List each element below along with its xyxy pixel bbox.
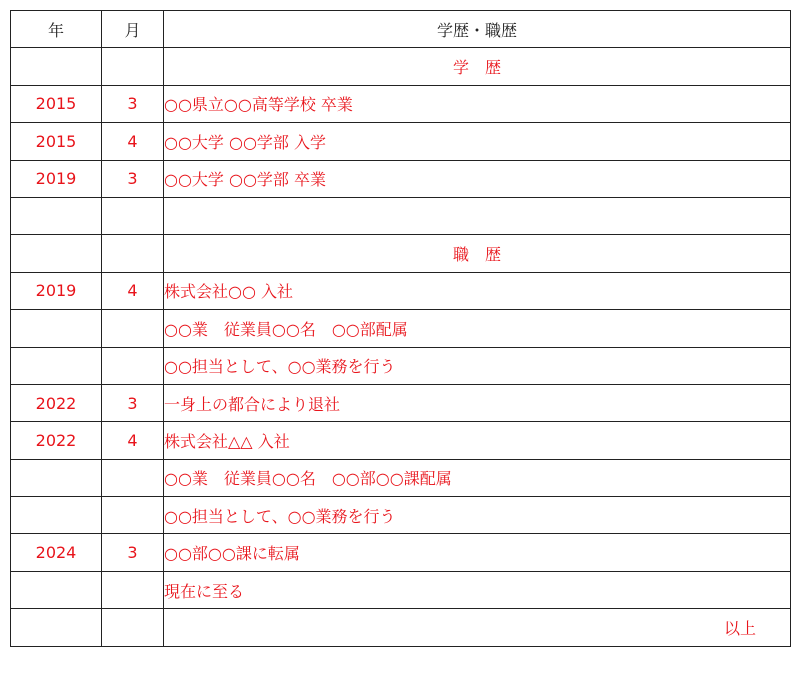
description-cell: 株式会社△△ 入社 — [164, 422, 791, 459]
description-cell: ○○県立○○高等学校 卒業 — [164, 85, 791, 122]
table-row — [11, 384, 791, 421]
month-cell: 3 — [102, 160, 164, 197]
month-cell — [102, 459, 164, 496]
table-row — [11, 272, 791, 309]
table-row — [11, 123, 791, 160]
year-cell — [11, 497, 102, 534]
section-heading-cell: 職 歴 — [164, 235, 791, 272]
year-cell: 2019 — [11, 272, 102, 309]
month-cell: 4 — [102, 272, 164, 309]
history-rows — [11, 48, 791, 646]
section-heading-cell: 学 歴 — [164, 48, 791, 85]
table-row — [11, 197, 791, 234]
description-cell: ○○担当として、○○業務を行う — [164, 497, 791, 534]
header-row — [11, 11, 791, 48]
month-cell: 3 — [102, 85, 164, 122]
year-cell: 2022 — [11, 422, 102, 459]
table-row — [11, 497, 791, 534]
year-cell — [11, 459, 102, 496]
table-row — [11, 459, 791, 496]
table-row — [11, 534, 791, 571]
table-row — [11, 571, 791, 608]
header-history: 学歴・職歴 — [164, 11, 791, 48]
description-cell: ○○担当として、○○業務を行う — [164, 347, 791, 384]
description-cell: ○○大学 ○○学部 入学 — [164, 123, 791, 160]
table-row — [11, 310, 791, 347]
year-cell — [11, 235, 102, 272]
description-cell: 現在に至る — [164, 571, 791, 608]
header-month: 月 — [102, 11, 164, 48]
year-cell: 2015 — [11, 85, 102, 122]
month-cell — [102, 310, 164, 347]
month-cell — [102, 347, 164, 384]
table-row — [11, 48, 791, 85]
year-cell: 2024 — [11, 534, 102, 571]
table-row — [11, 85, 791, 122]
month-cell — [102, 571, 164, 608]
month-cell: 4 — [102, 123, 164, 160]
closing-cell: 以上 — [164, 609, 791, 646]
year-cell: 2022 — [11, 384, 102, 421]
year-cell — [11, 48, 102, 85]
description-cell — [164, 197, 791, 234]
month-cell — [102, 197, 164, 234]
year-cell — [11, 197, 102, 234]
description-cell: 株式会社○○ 入社 — [164, 272, 791, 309]
month-cell — [102, 48, 164, 85]
description-cell: ○○大学 ○○学部 卒業 — [164, 160, 791, 197]
table-row — [11, 609, 791, 646]
month-cell — [102, 497, 164, 534]
year-cell — [11, 609, 102, 646]
table-row — [11, 235, 791, 272]
table-row — [11, 160, 791, 197]
resume-history-table — [10, 10, 791, 647]
year-cell — [11, 310, 102, 347]
month-cell: 3 — [102, 534, 164, 571]
description-cell: ○○業 従業員○○名 ○○部○○課配属 — [164, 459, 791, 496]
month-cell: 3 — [102, 384, 164, 421]
year-cell — [11, 571, 102, 608]
month-cell — [102, 609, 164, 646]
header-year: 年 — [11, 11, 102, 48]
description-cell: ○○業 従業員○○名 ○○部配属 — [164, 310, 791, 347]
description-cell: 一身上の都合により退社 — [164, 384, 791, 421]
month-cell: 4 — [102, 422, 164, 459]
year-cell: 2019 — [11, 160, 102, 197]
year-cell: 2015 — [11, 123, 102, 160]
description-cell: ○○部○○課に転属 — [164, 534, 791, 571]
table-row — [11, 347, 791, 384]
table-row — [11, 422, 791, 459]
year-cell — [11, 347, 102, 384]
month-cell — [102, 235, 164, 272]
